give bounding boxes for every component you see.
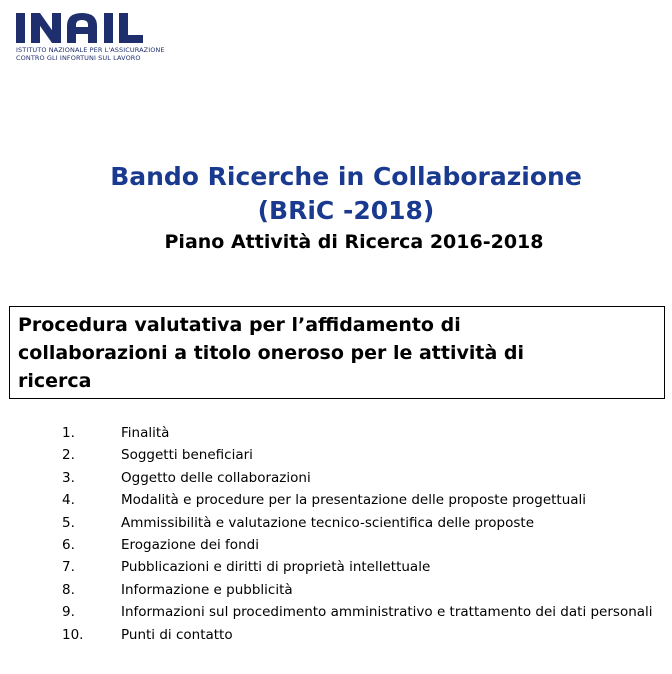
document-subtitle: Piano Attività di Ricerca 2016-2018 — [164, 231, 544, 253]
toc-item — [62, 580, 662, 600]
toc-item-label: Pubblicazioni e diritti di proprietà intellettuale — [121, 559, 431, 576]
toc-item — [62, 557, 662, 577]
toc-item — [62, 423, 662, 443]
toc-item-number: 1. — [62, 425, 75, 441]
logo-subtitle-line1: ISTITUTO NAZIONALE PER L'ASSICURAZIONE — [16, 46, 165, 54]
procedure-heading-line3: ricerca — [18, 370, 92, 392]
title-line1: Bando Ricerche in Collaborazione — [110, 162, 582, 191]
document-title — [10, 160, 672, 228]
toc-item-number: 10. — [62, 626, 84, 643]
toc-item — [62, 513, 662, 533]
toc-item — [62, 445, 662, 465]
toc-item — [62, 625, 662, 645]
toc-item-label: Informazioni sul procedimento amministrativo e trattamento dei dati personali — [121, 604, 653, 621]
toc-item-number: 8. — [62, 581, 75, 598]
toc-item-label: Punti di contatto — [121, 626, 233, 643]
toc-item-label: Informazione e pubblicità — [121, 581, 293, 598]
table-of-contents — [62, 423, 662, 647]
logo-subtitle — [16, 47, 166, 62]
toc-item — [62, 535, 662, 555]
inail-wordmark-logo — [16, 10, 164, 46]
toc-item-label: Finalità — [121, 425, 170, 441]
toc-item-number: 9. — [62, 604, 75, 621]
toc-item — [62, 602, 662, 622]
procedure-heading-box — [9, 306, 665, 399]
logo-subtitle-line2: CONTRO GLI INFORTUNI SUL LAVORO — [16, 53, 141, 62]
toc-item-number: 4. — [62, 492, 75, 509]
toc-item-label: Erogazione dei fondi — [121, 536, 259, 553]
toc-item-number: 2. — [62, 447, 75, 464]
toc-item — [62, 468, 662, 488]
inail-logo — [16, 10, 166, 62]
toc-item-number: 5. — [62, 514, 75, 531]
toc-item-number: 3. — [62, 469, 75, 486]
procedure-heading-line1: Procedura valutativa per l’affidamento di — [18, 314, 461, 336]
title-line2: (BRiC -2018) — [257, 196, 435, 225]
toc-item-number: 7. — [62, 559, 75, 576]
procedure-heading-line2: collaborazioni a titolo oneroso per le attività di — [18, 342, 525, 364]
toc-item-label: Oggetto delle collaborazioni — [121, 469, 311, 486]
toc-item-label: Modalità e procedure per la presentazione delle proposte progettuali — [121, 492, 587, 509]
toc-item-number: 6. — [62, 536, 75, 553]
toc-item — [62, 490, 662, 510]
procedure-heading — [18, 311, 656, 395]
toc-item-label: Soggetti beneficiari — [121, 447, 253, 464]
toc-item-label: Ammissibilità e valutazione tecnico-scientifica delle proposte — [121, 514, 535, 531]
